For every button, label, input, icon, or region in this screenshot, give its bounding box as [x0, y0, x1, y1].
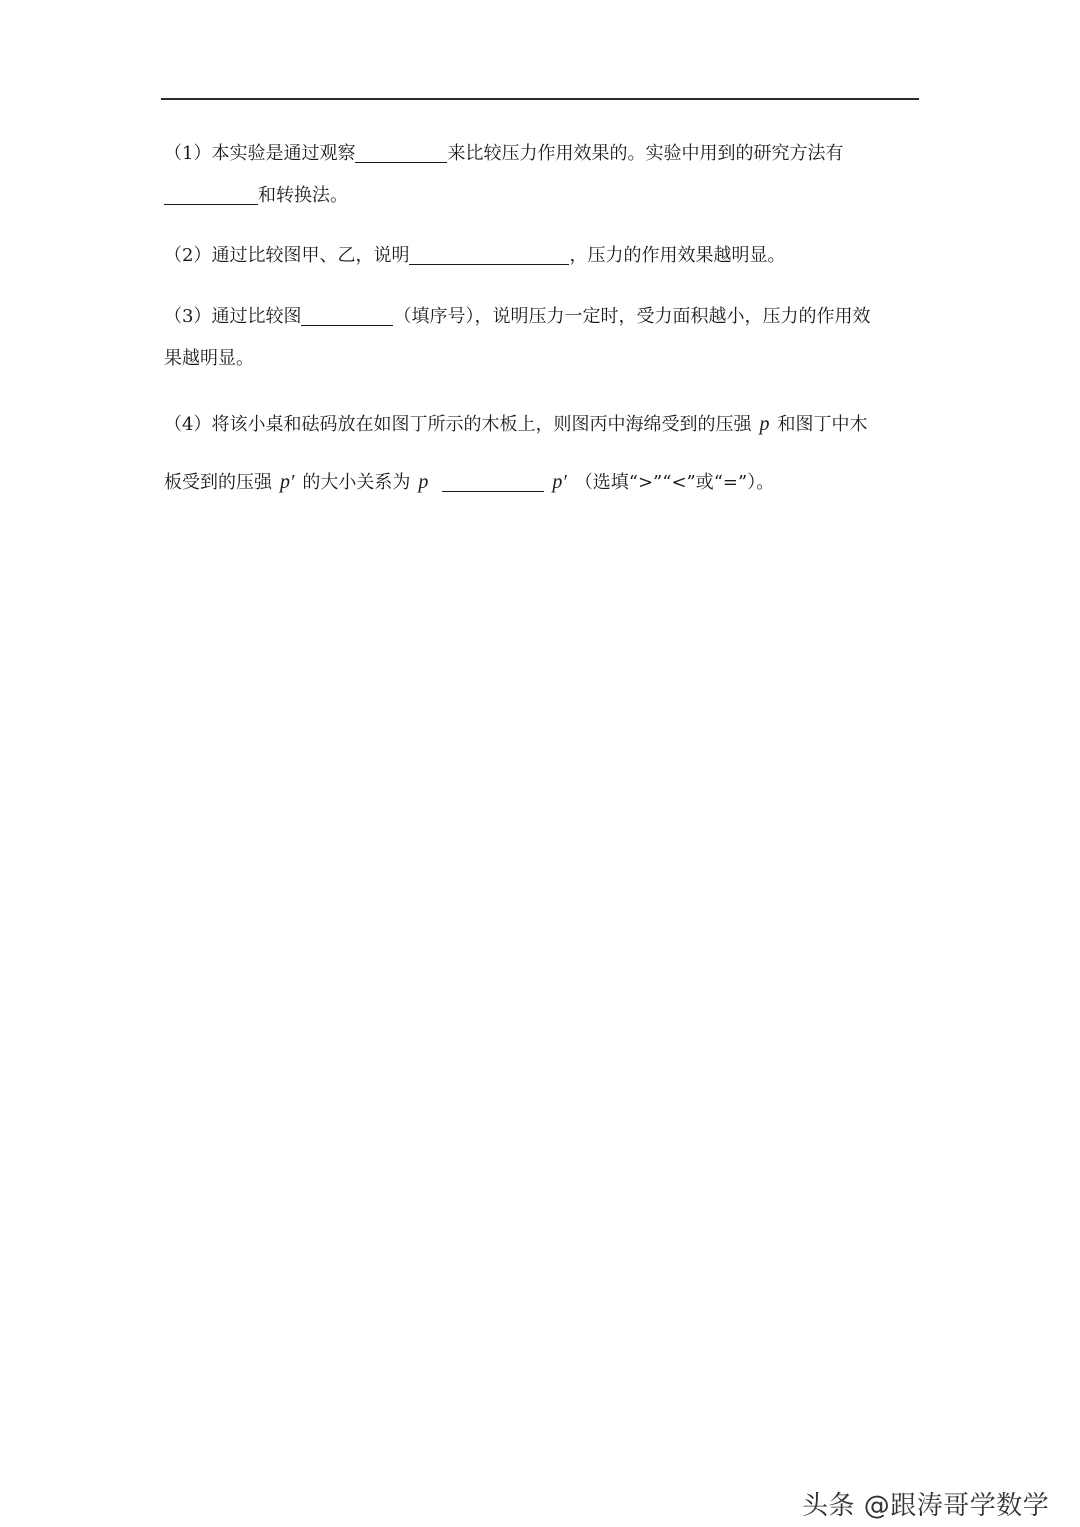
q3-text-a: （3）通过比较图 [164, 306, 302, 327]
q1-blank-1[interactable] [355, 144, 447, 163]
question-4-line-2 [164, 470, 920, 495]
q4-var-p-2: p [418, 471, 429, 493]
question-2 [164, 244, 920, 268]
q2-blank[interactable] [409, 246, 569, 265]
q3-blank[interactable] [301, 307, 393, 326]
q4-var-p-prime: p′ [280, 471, 295, 493]
q3-text-b: （填序号），说明压力一定时，受力面积越小，压力的作用效 [393, 306, 871, 327]
q1-blank-2[interactable] [164, 186, 258, 205]
q2-text-a: （2）通过比较图甲、乙，说明 [164, 245, 410, 266]
q4-text-c: 板受到的压强 [164, 472, 272, 493]
question-3-line-1 [164, 305, 920, 329]
watermark: 头条 @跟涛哥学数学 [802, 1491, 1050, 1521]
q4-text-d: 的大小关系为 [302, 472, 411, 493]
q4-text-a: （4）将该小桌和砝码放在如图丁所示的木板上，则图丙中海绵受到的压强 [164, 414, 752, 435]
question-1-line-2 [164, 184, 920, 208]
q1-text-b: 来比较压力作用效果的。实验中用到的研究方法有 [447, 143, 844, 164]
question-1-line-1 [164, 142, 920, 166]
question-4-line-1 [164, 412, 920, 437]
q4-blank[interactable] [442, 473, 544, 492]
q4-text-e: （选填“>”“<”或“=”）。 [574, 472, 775, 493]
q3-text-c: 果越明显。 [164, 348, 254, 369]
q1-text-a: （1）本实验是通过观察 [164, 143, 356, 164]
q4-var-p-prime-2: p′ [552, 471, 567, 493]
header-rule [161, 98, 919, 100]
q1-text-c: 和转换法。 [258, 185, 348, 206]
q4-var-p: p [759, 413, 770, 435]
q4-text-b: 和图丁中木 [777, 414, 868, 435]
q2-text-b: ，压力的作用效果越明显。 [569, 245, 786, 266]
question-3-line-2 [164, 347, 920, 371]
